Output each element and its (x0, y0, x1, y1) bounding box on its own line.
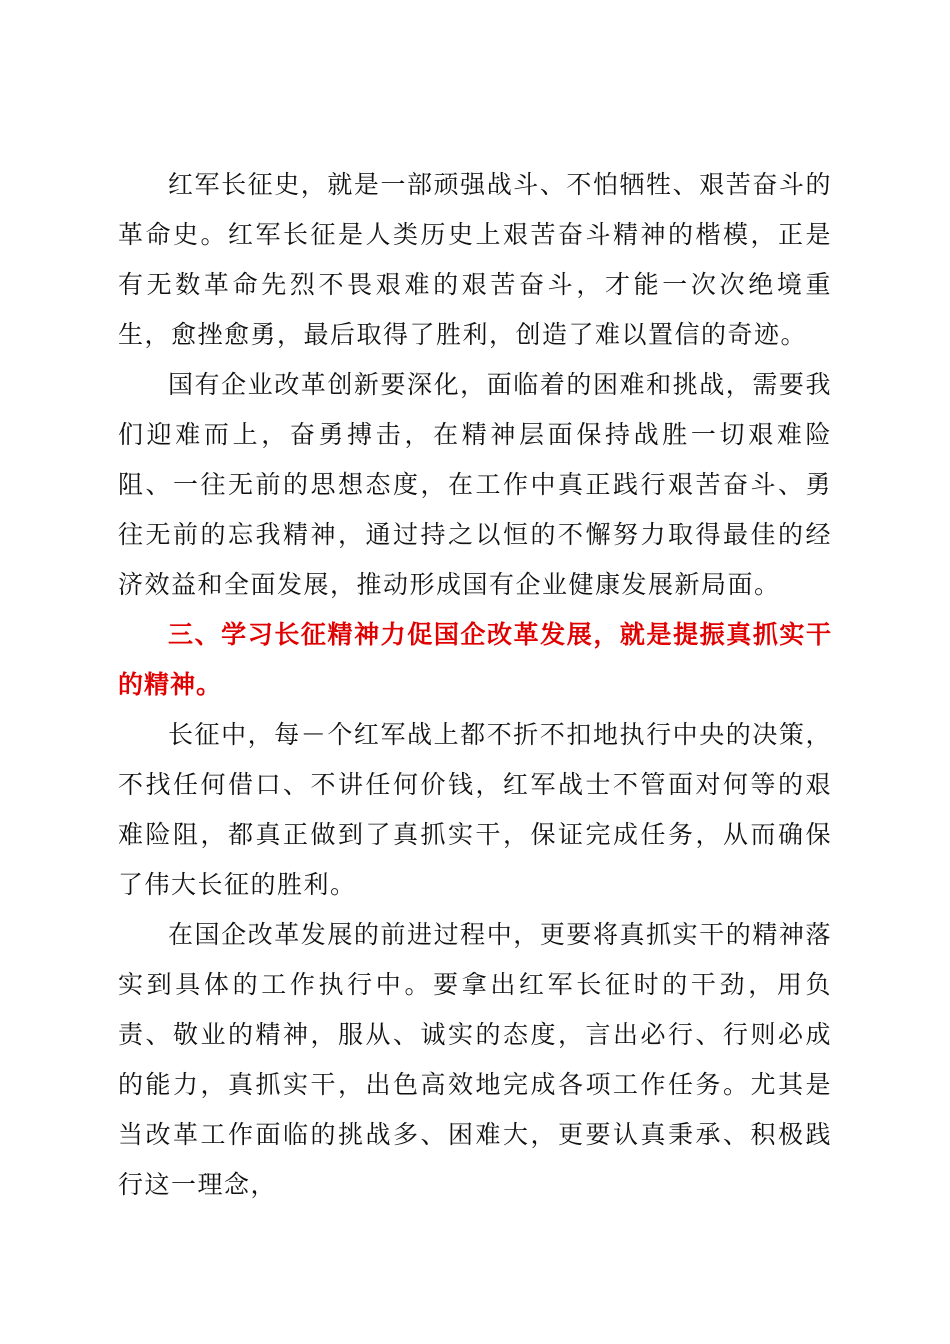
body-paragraph-4: 在国企改革发展的前进过程中，更要将真抓实干的精神落实到具体的工作执行中。要拿出红军长征时的干劲，用负责、敬业的精神，服从、诚实的态度，言出必行、行则必成的能力，真抓实干，出色高效地完成各项工作任务。尤其是当改革工作面临的挑战多、困难大，更要认真秉承、积极践行这一理念， (118, 920, 832, 1199)
section-heading: 三、学习长征精神力促国企改革发展，就是提振真抓实干的精神。 (118, 620, 832, 699)
body-paragraph-1: 红军长征史，就是一部顽强战斗、不怕牺牲、艰苦奋斗的革命史。红军长征是人类历史上艰苦奋斗精神的楷模，正是有无数革命先烈不畏艰难的艰苦奋斗，才能一次次绝境重生，愈挫愈勇，最后取得了胜利，创造了难以置信的奇迹。 (118, 170, 832, 349)
document-page (118, 160, 832, 1210)
body-paragraph-2: 国有企业改革创新要深化，面临着的困难和挑战，需要我们迎难而上，奋勇搏击，在精神层面保持战胜一切艰难险阻、一往无前的思想态度，在工作中真正践行艰苦奋斗、勇往无前的忘我精神，通过持之以恒的不懈努力取得最佳的经济效益和全面发展，推动形成国有企业健康发展新局面。 (118, 370, 832, 599)
body-paragraph-3: 长征中，每－个红军战上都不折不扣地执行中央的决策，不找任何借口、不讲任何价钱，红军战士不管面对何等的艰难险阻，都真正做到了真抓实干，保证完成任务，从而确保了伟大长征的胜利。 (118, 720, 832, 899)
